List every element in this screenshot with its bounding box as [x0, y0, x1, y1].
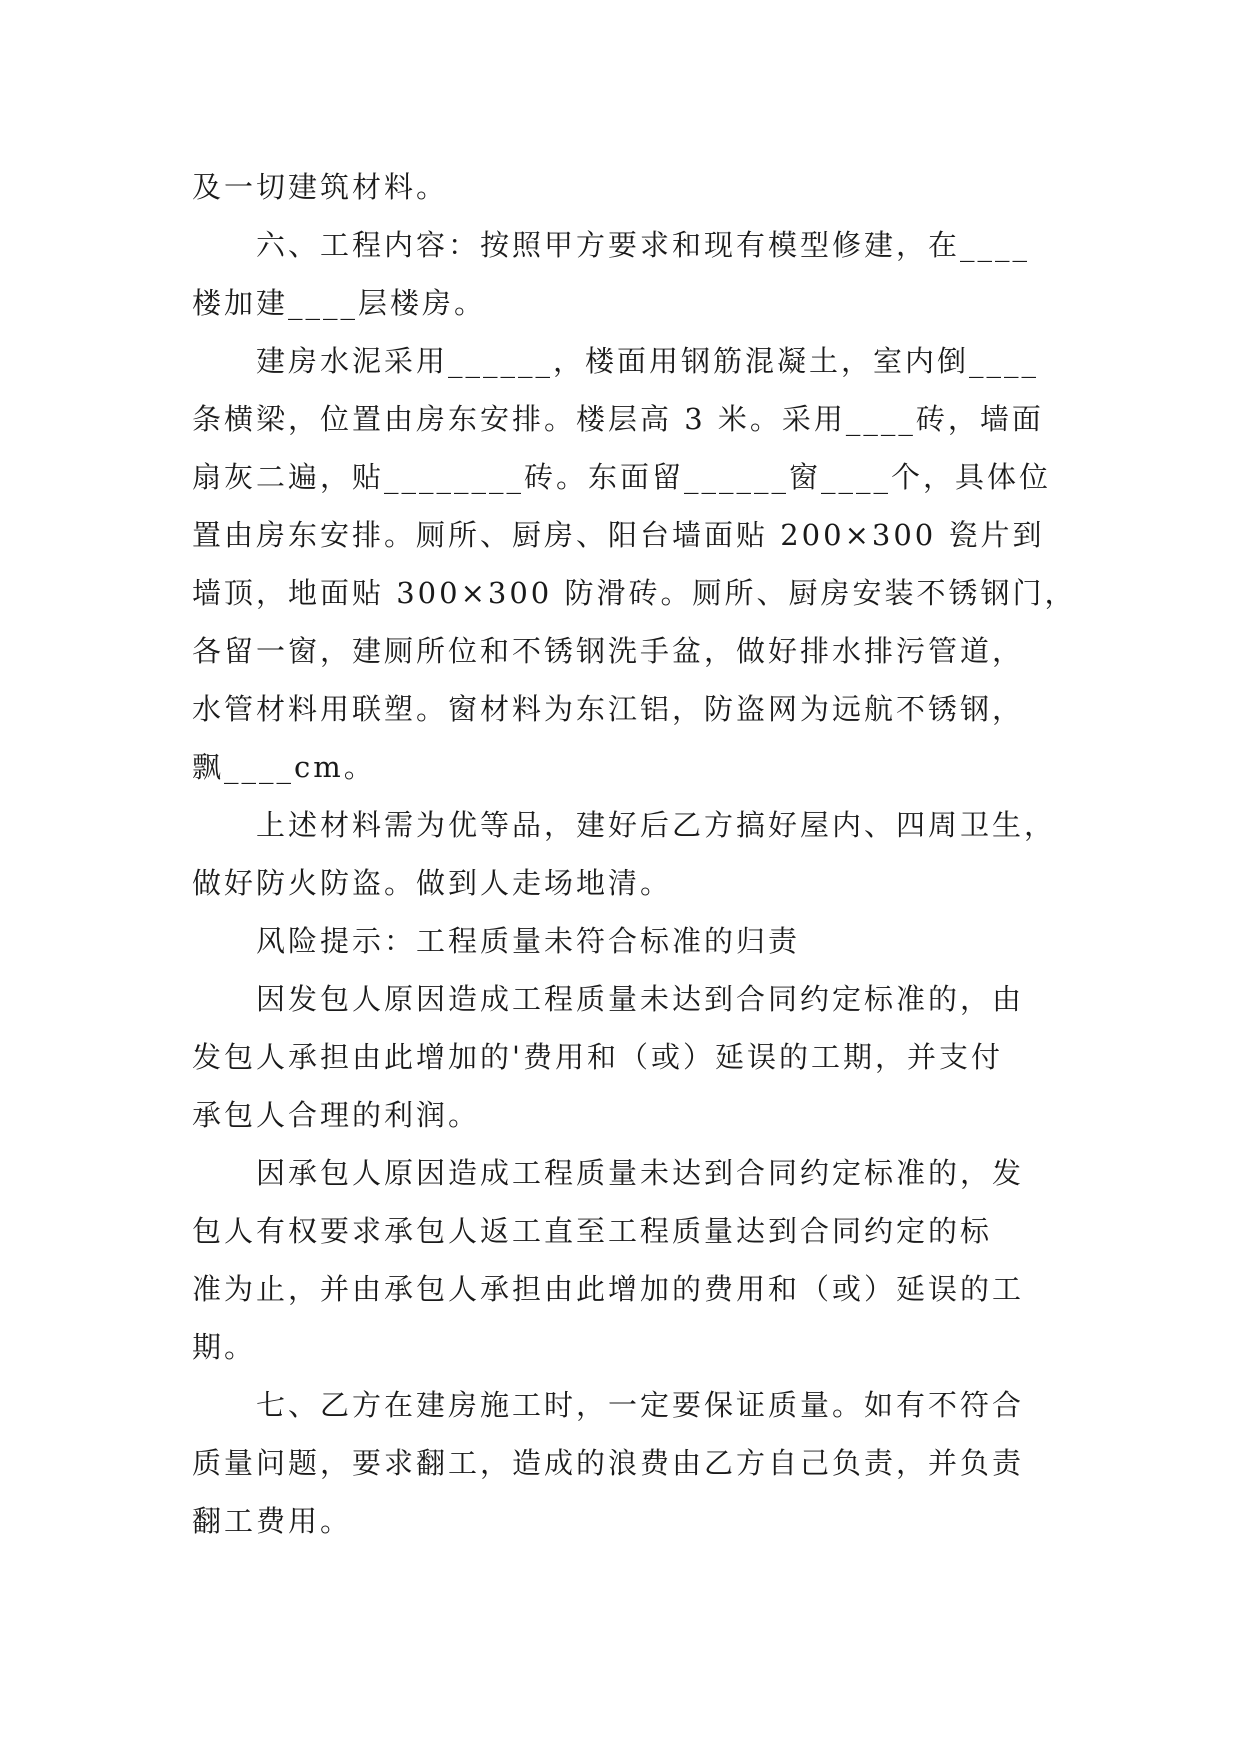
text-line: 因发包人原因造成工程质量未达到合同约定标准的，由 [256, 982, 1025, 1016]
text-line: 承包人合理的利润。 [192, 1098, 481, 1132]
text-line: 建房水泥采用______，楼面用钢筋混凝土，室内倒____ [256, 344, 1040, 378]
text-line: 及一切建筑材料。 [192, 170, 449, 204]
text-line: 做好防火防盗。做到人走场地清。 [192, 866, 673, 900]
document-body [192, 158, 1077, 1550]
text-line: 置由房东安排。厕所、厨房、阳台墙面贴 200×300 瓷片到 [192, 518, 1045, 552]
text-line: 上述材料需为优等品，建好后乙方搞好屋内、四周卫生， [256, 808, 1057, 842]
text-line: 六、工程内容：按照甲方要求和现有模型修建，在____ [256, 228, 1031, 262]
text-line: 因承包人原因造成工程质量未达到合同约定标准的，发 [256, 1156, 1025, 1190]
risk-heading: 风险提示：工程质量未符合标准的归责 [256, 924, 801, 958]
text-line: 期。 [192, 1330, 257, 1364]
text-line: 各留一窗，建厕所位和不锈钢洗手盆，做好排水排污管道， [192, 634, 1025, 668]
text-line: 翻工费用。 [192, 1504, 353, 1538]
text-line: 发包人承担由此增加的'费用和（或）延误的工期，并支付 [192, 1040, 1003, 1074]
text-line: 包人有权要求承包人返工直至工程质量达到合同约定的标 [192, 1214, 993, 1248]
text-line: 墙顶，地面贴 300×300 防滑砖。厕所、厨房安装不锈钢门， [192, 576, 1077, 610]
text-line: 七、乙方在建房施工时，一定要保证质量。如有不符合 [256, 1388, 1025, 1422]
text-line: 水管材料用联塑。窗材料为东江铝，防盗网为远航不锈钢， [192, 692, 1025, 726]
text-line: 准为止，并由承包人承担由此增加的费用和（或）延误的工 [192, 1272, 1025, 1306]
text-line: 质量问题，要求翻工，造成的浪费由乙方自己负责，并负责 [192, 1446, 1025, 1480]
text-line: 条横梁，位置由房东安排。楼层高 3 米。采用____砖，墙面 [192, 402, 1044, 436]
text-line: 楼加建____层楼房。 [192, 286, 487, 320]
text-line: 扇灰二遍，贴________砖。东面留______窗____个，具体位 [192, 460, 1052, 494]
text-line: 飘____cm。 [192, 750, 376, 784]
